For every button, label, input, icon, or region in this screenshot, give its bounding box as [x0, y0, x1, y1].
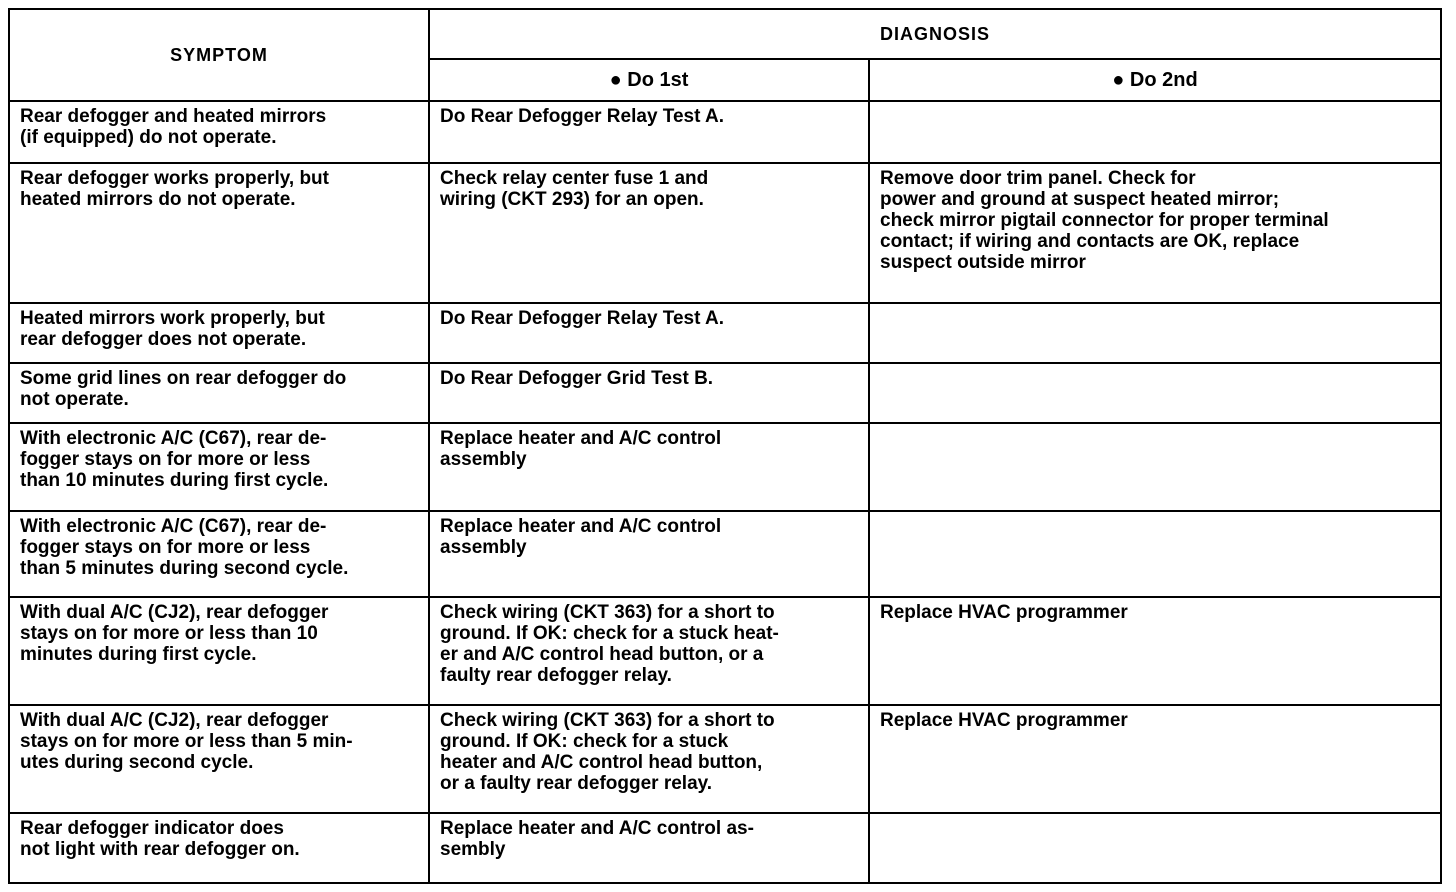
- symptom-cell: [9, 303, 429, 363]
- header-row: [9, 9, 1441, 59]
- do-first-text: Do Rear Defogger Relay Test A.: [440, 308, 725, 329]
- do-second-text: Replace HVAC programmer: [880, 710, 1128, 731]
- do-second-cell: [869, 363, 1441, 423]
- do-first-text: Do Rear Defogger Grid Test B.: [440, 368, 714, 389]
- do-first-text: Check relay center fuse 1 and wiring (CKT 293) for an open.: [440, 168, 709, 210]
- do-first-cell: [429, 363, 869, 423]
- do-first-cell: [429, 511, 869, 597]
- do-second-cell: [869, 597, 1441, 705]
- do-first-header: ● Do 1st: [429, 59, 869, 101]
- table-row: [9, 303, 1441, 363]
- symptom-cell: [9, 597, 429, 705]
- do-first-cell: [429, 163, 869, 303]
- symptom-cell: [9, 163, 429, 303]
- symptom-text: Rear defogger and heated mirrors (if equipped) do not operate.: [20, 106, 327, 148]
- symptom-header: SYMPTOM: [9, 9, 429, 101]
- symptom-cell: [9, 511, 429, 597]
- symptom-cell: [9, 423, 429, 511]
- table-row: [9, 423, 1441, 511]
- do-first-cell: [429, 423, 869, 511]
- do-first-cell: [429, 705, 869, 813]
- do-first-text: Check wiring (CKT 363) for a short to ground. If OK: check for a stuck heat- er and A/C control head button, or a faulty rear defogger relay.: [440, 602, 779, 686]
- do-first-text: Do Rear Defogger Relay Test A.: [440, 106, 725, 127]
- do-second-cell: [869, 423, 1441, 511]
- table-row: [9, 163, 1441, 303]
- symptom-text: Heated mirrors work properly, but rear defogger does not operate.: [20, 308, 325, 350]
- symptom-text: Rear defogger indicator does not light with rear defogger on.: [20, 818, 300, 860]
- do-second-cell: [869, 511, 1441, 597]
- do-second-text: Replace HVAC programmer: [880, 602, 1128, 623]
- do-first-cell: [429, 597, 869, 705]
- table-row: [9, 363, 1441, 423]
- table-row: [9, 511, 1441, 597]
- do-second-cell: [869, 163, 1441, 303]
- do-first-cell: [429, 101, 869, 163]
- do-first-text: Replace heater and A/C control assembly: [440, 516, 722, 558]
- do-first-text: Replace heater and A/C control as- sembly: [440, 818, 754, 860]
- table-row: [9, 813, 1441, 883]
- table-row: [9, 705, 1441, 813]
- symptom-text: With electronic A/C (C67), rear de- fogger stays on for more or less than 10 minutes during first cycle.: [20, 428, 329, 491]
- do-second-cell: [869, 705, 1441, 813]
- do-second-cell: [869, 303, 1441, 363]
- do-first-cell: [429, 813, 869, 883]
- do-second-cell: [869, 101, 1441, 163]
- do-first-text: Check wiring (CKT 363) for a short to ground. If OK: check for a stuck heater and A/C control head button, or a faulty rear defogger relay.: [440, 710, 775, 794]
- symptom-text: With dual A/C (CJ2), rear defogger stays on for more or less than 10 minutes during first cycle.: [20, 602, 329, 665]
- do-first-cell: [429, 303, 869, 363]
- do-second-cell: [869, 813, 1441, 883]
- do-second-text: Remove door trim panel. Check for power and ground at suspect heated mirror; check mirror pigtail connector for proper terminal contact; if wiring and contacts are OK, replace suspect outside mirror: [880, 168, 1329, 273]
- do-first-text: Replace heater and A/C control assembly: [440, 428, 722, 470]
- symptom-diagnosis-table: [8, 8, 1442, 884]
- symptom-text: With electronic A/C (C67), rear de- fogger stays on for more or less than 5 minutes during second cycle.: [20, 516, 349, 579]
- symptom-text: Some grid lines on rear defogger do not operate.: [20, 368, 347, 410]
- symptom-text: With dual A/C (CJ2), rear defogger stays on for more or less than 5 min- utes during second cycle.: [20, 710, 353, 773]
- diagnosis-chart: [8, 8, 1440, 882]
- symptom-cell: [9, 363, 429, 423]
- table-row: [9, 597, 1441, 705]
- symptom-cell: [9, 705, 429, 813]
- symptom-cell: [9, 101, 429, 163]
- symptom-text: Rear defogger works properly, but heated mirrors do not operate.: [20, 168, 329, 210]
- table-row: [9, 101, 1441, 163]
- diagnosis-header: DIAGNOSIS: [429, 9, 1441, 59]
- symptom-cell: [9, 813, 429, 883]
- do-second-header: ● Do 2nd: [869, 59, 1441, 101]
